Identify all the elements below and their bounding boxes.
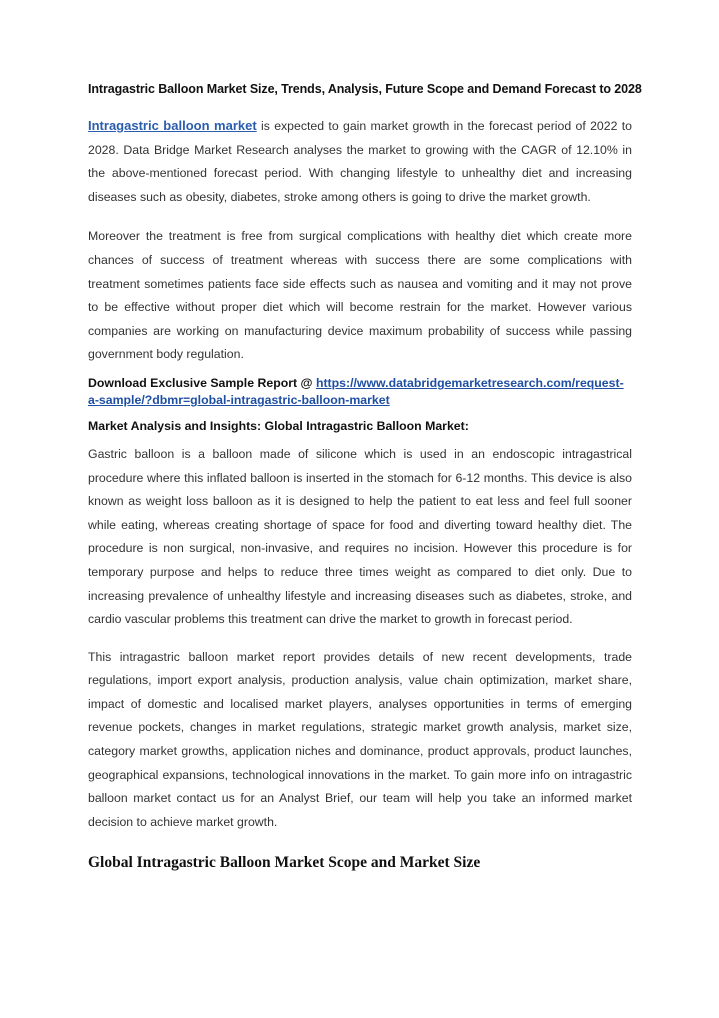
- paragraph-gastric-balloon: Gastric balloon is a balloon made of silicone which is used in an endoscopic intragastrical procedure where this inflated balloon is inserted in the stomach for 6-12 months. This device is also known as weight loss balloon as it is designed to help the patient to eat less and feel full sooner while eating, whereas creating shortage of space for food and diverting toward healthy diet. The procedure is non surgical, non-invasive, and requires no incision. However this procedure is for temporary purpose and helps to reduce three times weight as compared to diet only. Due to increasing prevalence of unhealthy lifestyle and increasing diseases such as diabetes, stroke, and cardio vascular problems this treatment can drive the market to growth in forecast period.: [88, 446, 632, 627]
- download-sample-line: [88, 375, 632, 409]
- sample-report-link[interactable]: https://www.databridgemarketresearch.com/request-a-sample/?dbmr=global-intragastric-balloon-market: [88, 375, 624, 407]
- document-page: [88, 82, 642, 872]
- intragastric-balloon-market-link[interactable]: Intragastric balloon market: [88, 118, 257, 133]
- market-scope-heading: Global Intragastric Balloon Market Scope and Market Size: [88, 854, 481, 872]
- paragraph-report-details: This intragastric balloon market report provides details of new recent developments, trade regulations, import export analysis, production analysis, value chain optimization, market share, impact of domestic and localised market players, analyses opportunities in terms of emerging revenue pockets, changes in market regulations, strategic market growth analysis, market size, category market growths, application niches and dominance, product approvals, product launches, geographical expansions, technological innovations in the market. To gain more info on intragastric balloon market contact us for an Analyst Brief, our team will help you take an informed market decision to achieve market growth.: [88, 649, 632, 829]
- intro-text: is expected to gain market growth in the forecast period of 2022 to 2028. Data Bridge Market Research analyses the market to growing with the CAGR of 12.10% in the above-mentioned forecast period. With changing lifestyle to unhealthy diet and increasing diseases such as obesity, diabetes, stroke among others is going to drive the market growth.: [88, 119, 632, 204]
- paragraph-treatment: Moreover the treatment is free from surgical complications with healthy diet which create more chances of success of treatment whereas with success there are some complications with treatment sometimes patients face side effects such as nausea and vomiting and it may not prove to be effective without proper diet which will become restrain for the market. However various companies are working on manufacturing device maximum probability of success while passing government body regulation.: [88, 229, 632, 362]
- page-title: Intragastric Balloon Market Size, Trends, Analysis, Future Scope and Demand Forecast to 2028: [88, 82, 642, 96]
- market-analysis-subheading: Market Analysis and Insights: Global Intragastric Balloon Market:: [88, 418, 469, 433]
- download-label: Download Exclusive Sample Report @: [88, 375, 316, 390]
- intro-paragraph: [88, 114, 632, 209]
